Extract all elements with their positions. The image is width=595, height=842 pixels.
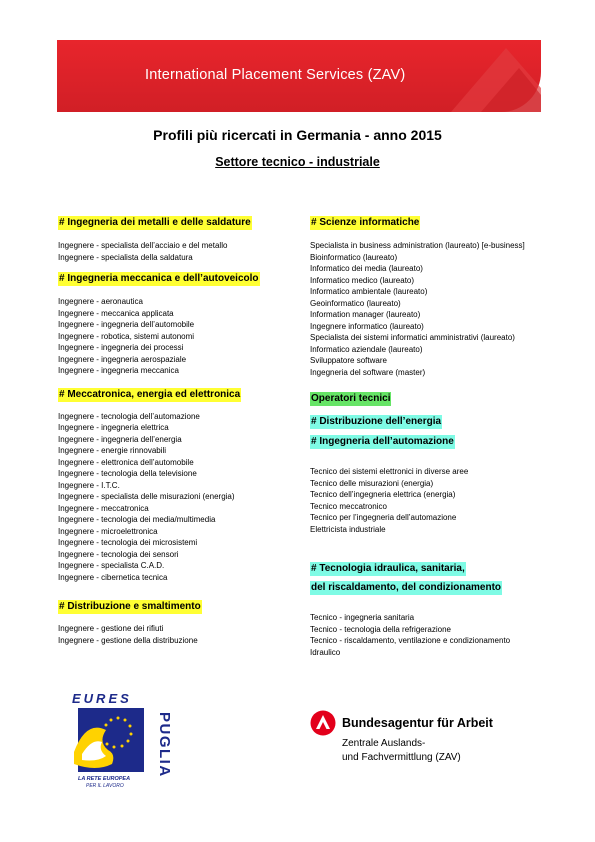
bundesagentur-name: Bundesagentur für Arbeit	[342, 716, 493, 730]
list-item: Information manager (laureato)	[310, 310, 421, 319]
section-list	[58, 240, 294, 263]
list-item: Ingegnere - aeronautica	[58, 297, 143, 306]
section-energia	[310, 411, 560, 535]
list-item: Ingegnere informatico (laureato)	[310, 321, 424, 331]
section-heading: # Distribuzione e smaltimento	[59, 601, 201, 612]
right-column	[310, 212, 560, 658]
section-idraulica	[310, 558, 560, 658]
section-heading: # Ingegneria dei metalli e delle saldature	[59, 217, 251, 228]
list-item: Ingegnere - meccanica applicata	[58, 308, 174, 318]
section-heading: # Tecnologia idraulica, sanitaria,	[311, 563, 465, 574]
list-item: Tecnico delle misurazioni (energia)	[310, 478, 434, 488]
list-item: Informatico aziendale (laureato)	[310, 344, 423, 354]
list-item: Ingegnere - tecnologia dei sensori	[58, 549, 179, 559]
list-item: Tecnico per l’ingegneria dell’automazione	[310, 513, 457, 522]
operators-heading: Operatori tecnici	[311, 393, 391, 404]
list-item: Geoinformatico (laureato)	[310, 298, 401, 308]
banner-triangle-icon	[401, 40, 541, 112]
section-list	[58, 411, 294, 584]
list-item: Tecnico meccatronico	[310, 501, 387, 511]
section-meccatronica	[58, 384, 294, 584]
list-item: Ingegnere - elettronica dell’automobile	[58, 457, 194, 467]
section-distribuzione	[58, 596, 294, 646]
footer-logos	[0, 690, 595, 800]
list-item: Tecnico - tecnologia della refrigerazione	[310, 624, 451, 634]
list-item: Ingegnere - specialista delle misurazioni (energia)	[58, 492, 235, 501]
list-item: Ingegnere - specialista C.A.D.	[58, 561, 165, 570]
list-item: Ingegnere - ingegneria dell’energia	[58, 434, 182, 444]
list-item: Tecnico dell’ingegneria elettrica (energia)	[310, 490, 456, 499]
header-banner	[57, 40, 541, 112]
list-item: Ingegnere - cibernetica tecnica	[58, 572, 168, 582]
list-item: Informatico medico (laureato)	[310, 275, 415, 285]
section-heading: # Meccatronica, energia ed elettronica	[59, 388, 241, 400]
list-item: Ingegnere - tecnologia dell’automazione	[58, 411, 200, 421]
section-list	[310, 466, 560, 535]
list-item: Specialista dei sistemi informatici amministrativi (laureato)	[310, 333, 515, 342]
left-column	[58, 212, 294, 646]
list-item: Ingegnere - ingegneria dell’automobile	[58, 320, 195, 329]
list-item: Tecnico dei sistemi elettronici in diverse aree	[310, 467, 469, 476]
section-informatica	[310, 212, 560, 378]
section-list	[58, 296, 294, 377]
eures-tagline: PER IL LAVORO	[86, 783, 124, 789]
section-heading: # Ingegneria meccanica e dell’autoveicolo	[59, 273, 259, 284]
section-heading: # Scienze informatiche	[311, 217, 420, 228]
section-list	[58, 623, 294, 646]
bundesagentur-subtitle: und Fachvermittlung (ZAV)	[342, 752, 461, 763]
list-item: Elettricista industriale	[310, 524, 386, 534]
list-item: Ingegnere - specialista dell’acciaio e del metallo	[58, 241, 228, 250]
section-meccanica	[58, 268, 294, 377]
list-item: Ingegnere - ingegneria elettrica	[58, 423, 169, 432]
section-heading: del riscaldamento, del condizionamento	[311, 582, 502, 593]
list-item: Ingegnere - microelettronica	[58, 526, 158, 536]
bundesagentur-logo-icon	[310, 710, 336, 736]
eures-text: EURES	[72, 691, 132, 706]
bundesagentur-subtitle: Zentrale Auslands-	[342, 738, 426, 749]
section-heading: # Distribuzione dell’energia	[311, 416, 442, 427]
page-subtitle: Settore tecnico - industriale	[215, 155, 380, 169]
list-item: Ingegnere - ingegneria dei processi	[58, 343, 184, 352]
list-item: Ingegneria del software (master)	[310, 367, 426, 377]
list-item: Bioinformatico (laureato)	[310, 252, 398, 262]
section-list	[310, 612, 560, 658]
list-item: Tecnico - riscaldamento, ventilazione e condizionamento	[310, 636, 511, 645]
list-item: Ingegnere - gestione della distribuzione	[58, 635, 198, 645]
list-item: Ingegnere - ingegneria meccanica	[58, 366, 179, 375]
section-heading: # Ingegneria dell’automazione	[311, 436, 454, 447]
list-item: Ingegnere - tecnologia della televisione	[58, 469, 197, 478]
list-item: Sviluppatore software	[310, 356, 387, 365]
list-item: Ingegnere - energie rinnovabili	[58, 446, 167, 455]
list-item: Ingegnere - ingegneria aerospaziale	[58, 354, 187, 364]
list-item: Ingegnere - specialista della saldatura	[58, 252, 193, 262]
list-item: Ingegnere - meccatronica	[58, 503, 149, 513]
page-title: Profili più ricercati in Germania - anno 2015	[153, 127, 442, 143]
eures-region: PUGLIA	[156, 712, 173, 778]
list-item: Ingegnere - tecnologia dei media/multimedia	[58, 515, 216, 524]
list-item: Informatico ambientale (laureato)	[310, 287, 428, 296]
list-item: Ingegnere - gestione dei rifiuti	[58, 624, 164, 633]
section-metalli	[58, 212, 294, 263]
list-item: Ingegnere - robotica, sistemi autonomi	[58, 331, 195, 341]
list-item: Idraulico	[310, 647, 341, 657]
list-item: Informatico dei media (laureato)	[310, 264, 423, 273]
list-item: Ingegnere - tecnologia dei microsistemi	[58, 538, 198, 547]
list-item: Ingegnere - I.T.C.	[58, 480, 120, 490]
list-item: Specialista in business administration (laureato) [e-business]	[310, 241, 525, 250]
list-item: Tecnico - ingegneria sanitaria	[310, 613, 415, 622]
section-list	[310, 240, 560, 378]
banner-title: International Placement Services (ZAV)	[145, 67, 406, 83]
eures-puglia-logo	[68, 690, 173, 790]
eures-tagline: LA RETE EUROPEA	[78, 776, 131, 782]
operatori-tecnici	[310, 388, 560, 406]
